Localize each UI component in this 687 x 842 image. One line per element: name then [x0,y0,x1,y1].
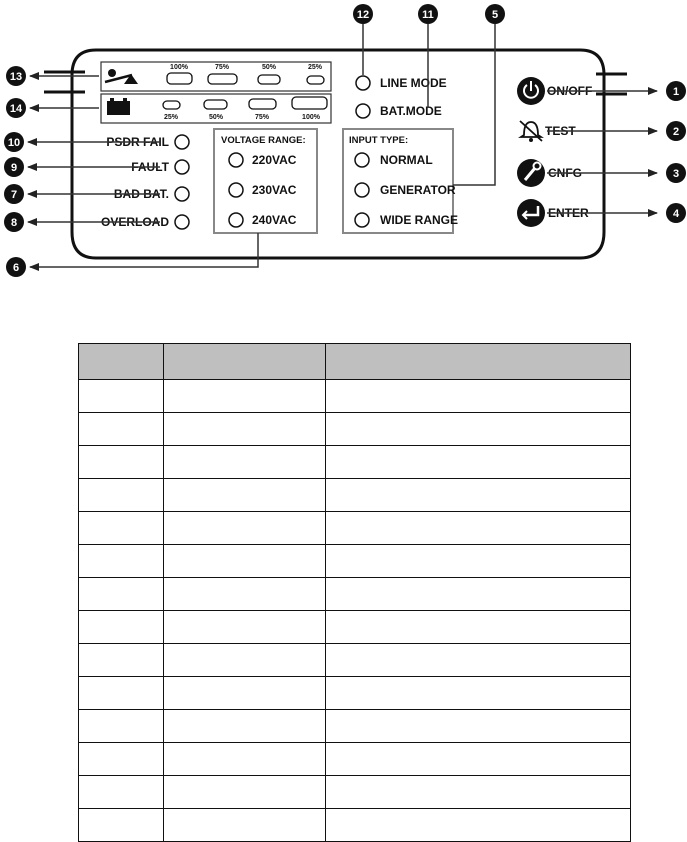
svg-text:7: 7 [10,189,18,201]
callout-badge [666,81,686,101]
svg-text:6: 6 [12,262,20,274]
svg-text:1: 1 [672,86,680,98]
table-cell [79,677,164,710]
config-label: CNFG [548,166,582,180]
callout-badge [353,4,373,24]
table-cell [164,776,326,809]
table-cell [326,809,631,842]
svg-text:2: 2 [672,126,680,138]
load-level-label: 75% [214,64,230,71]
table-row [79,743,631,776]
table-cell [79,809,164,842]
table-row [79,677,631,710]
table-cell [79,479,164,512]
table-row [79,512,631,545]
table-cell [79,413,164,446]
table-cell [164,413,326,446]
table-cell [326,776,631,809]
table-header-cell [79,344,164,380]
table-cell [326,578,631,611]
legend-table [78,343,631,842]
table-cell [326,446,631,479]
table-cell [79,446,164,479]
table-header-cell [326,344,631,380]
table-cell [79,578,164,611]
table-row [79,644,631,677]
table-cell [164,545,326,578]
table-cell [79,710,164,743]
table-cell [326,479,631,512]
table-cell [164,611,326,644]
input-option-normal: NORMAL [380,153,433,167]
table-cell [79,743,164,776]
svg-text:4: 4 [672,208,680,220]
table-cell [164,743,326,776]
table-cell [326,644,631,677]
table-cell [164,578,326,611]
callout-badge [4,157,24,177]
table-row [79,479,631,512]
table-cell [164,644,326,677]
load-level-label: 50% [261,64,277,71]
fault-label: FAULT [131,160,169,174]
table-row [79,446,631,479]
table-cell [326,512,631,545]
table-cell [79,644,164,677]
table-cell [326,413,631,446]
table-row [79,809,631,842]
callout-badge [4,132,24,152]
table-cell [79,776,164,809]
table-cell [164,479,326,512]
table-cell [326,545,631,578]
table-cell [326,380,631,413]
table-cell [164,446,326,479]
enter-label: ENTER [548,206,589,220]
table-cell [164,512,326,545]
svg-text:14: 14 [9,103,23,115]
bad-battery-label: BAD BAT. [113,187,169,201]
battery-level-label: 50% [208,114,224,121]
svg-text:10: 10 [7,137,21,149]
input-option-wide-range: WIDE RANGE [380,213,458,227]
voltage-option-240: 240VAC [252,213,297,227]
battery-level-label: 100% [302,114,320,121]
svg-text:13: 13 [9,71,23,83]
table-row [79,413,631,446]
line-mode-label: LINE MODE [380,76,447,90]
table-cell [164,710,326,743]
table-cell [326,611,631,644]
callout-badge [4,212,24,232]
psdr-fail-label: PSDR FAIL [106,135,169,149]
table-row [79,545,631,578]
callout-badge [666,121,686,141]
table-cell [164,677,326,710]
input-type-title: INPUT TYPE: [349,135,409,146]
svg-text:12: 12 [356,9,370,21]
overload-label: OVERLOAD [100,215,169,229]
table-cell [79,545,164,578]
battery-mode-led [356,104,370,118]
table-row [79,776,631,809]
battery-mode-label: BAT.MODE [380,104,442,118]
table-cell [164,809,326,842]
svg-text:5: 5 [491,9,499,21]
table-row [79,710,631,743]
callout-badge [6,66,26,86]
table-cell [79,380,164,413]
voltage-range-title: VOLTAGE RANGE: [221,135,306,146]
callout-badge [666,163,686,183]
load-level-label: 100% [170,64,188,71]
table-cell [326,743,631,776]
callout-badge [6,257,26,277]
battery-level-label: 25% [163,114,179,121]
table-cell [79,611,164,644]
callout-badge [485,4,505,24]
table-row [79,380,631,413]
table-header-row [79,344,631,380]
battery-level-label: 75% [254,114,270,121]
table-header-cell [164,344,326,380]
svg-text:8: 8 [10,217,18,229]
callout-badge [4,184,24,204]
line-mode-led [356,76,370,90]
svg-text:3: 3 [672,168,680,180]
input-option-generator: GENERATOR [380,183,456,197]
table-cell [326,677,631,710]
svg-text:11: 11 [422,9,434,21]
svg-text:9: 9 [10,162,18,174]
table-row [79,611,631,644]
callout-badge [418,4,438,24]
voltage-option-230: 230VAC [252,183,297,197]
table-body [79,380,631,842]
table-cell [326,710,631,743]
on-off-label: ON/OFF [547,84,593,98]
voltage-option-220: 220VAC [252,153,297,167]
table-cell [164,380,326,413]
callout-badge [666,203,686,223]
load-level-label: 25% [307,64,323,71]
table-cell [79,512,164,545]
table-row [79,578,631,611]
test-label: TEST [545,124,576,138]
callout-badge [6,98,26,118]
